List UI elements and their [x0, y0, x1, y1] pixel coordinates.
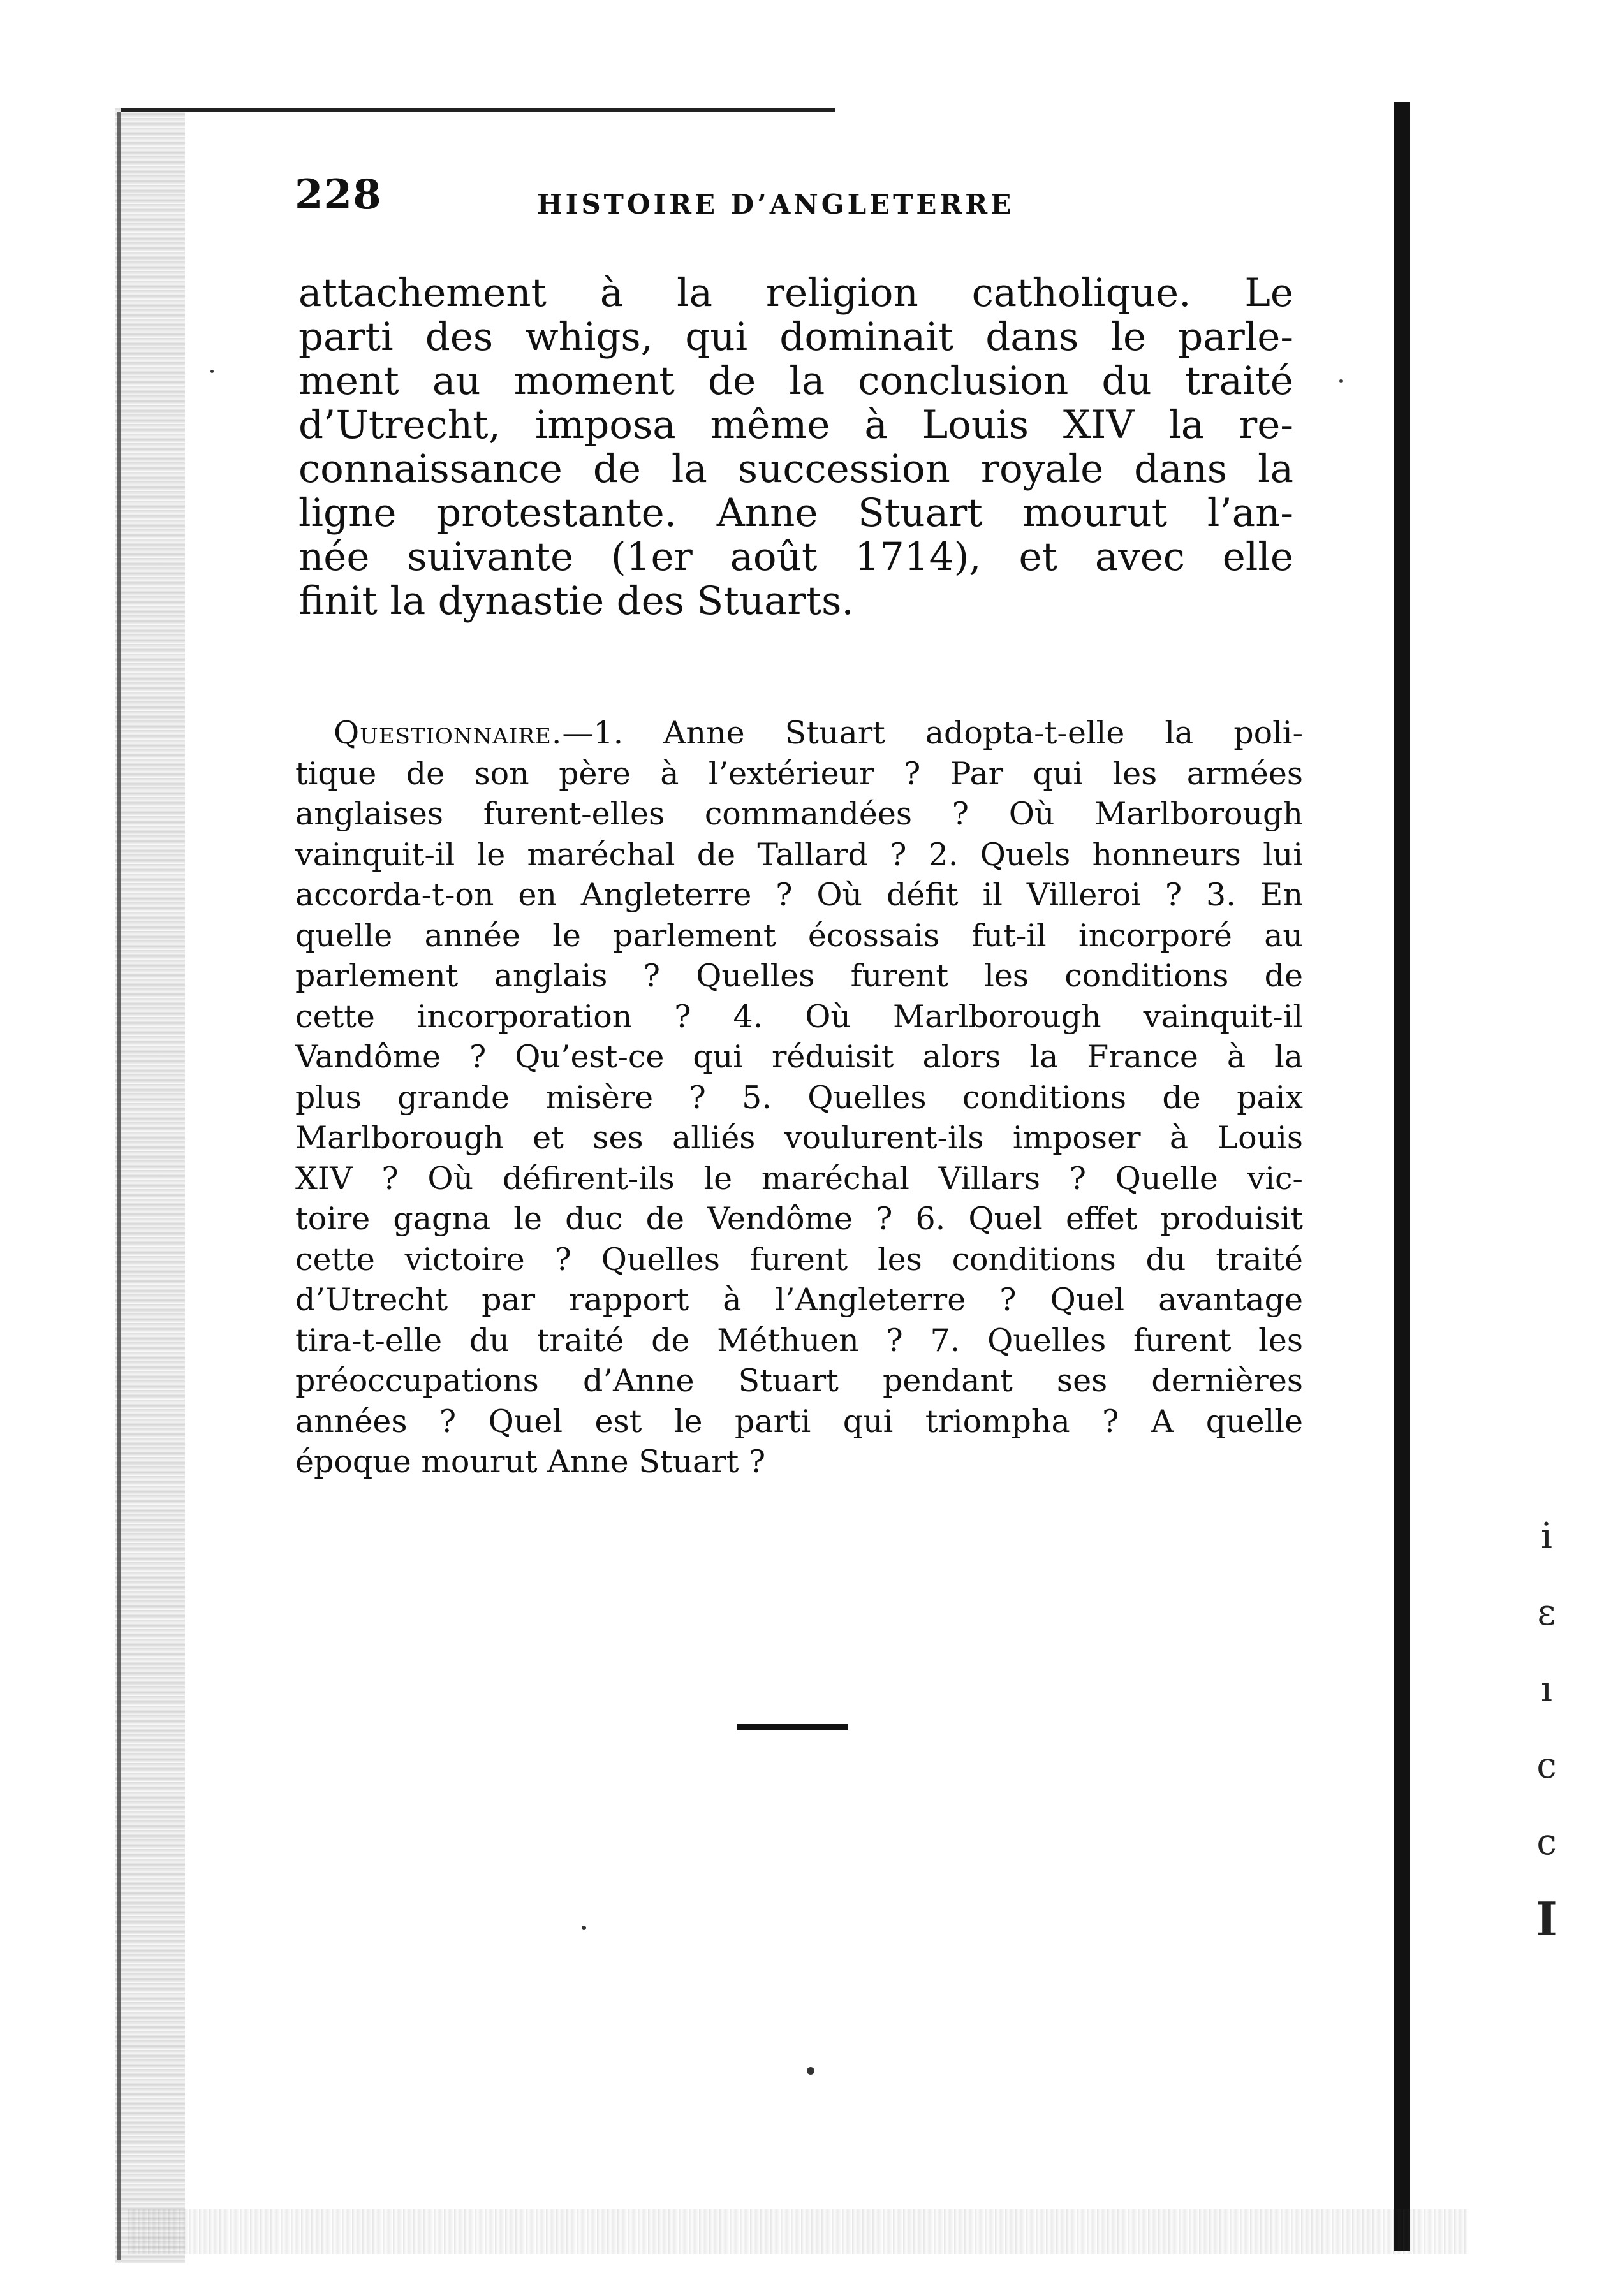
- questionnaire-line: cette victoire ? Quelles furent les conditions du traité: [295, 1241, 1303, 1278]
- questionnaire-line: préoccupations d’Anne Stuart pendant ses dernières: [295, 1363, 1303, 1399]
- top-page-edge: [121, 108, 835, 112]
- main-line: connaissance de la succession royale dans la: [298, 446, 1293, 492]
- questionnaire-line: toire gagna le duc de Vendôme ? 6. Quel effet produisit: [295, 1201, 1303, 1237]
- scan-speck: [582, 1926, 586, 1930]
- questionnaire-line: années ? Quel est le parti qui triompha ? A quelle: [295, 1403, 1303, 1440]
- page-number: 228: [295, 171, 382, 219]
- main-paragraph: [298, 271, 1293, 623]
- questionnaire-line: d’Utrecht par rapport à l’Angleterre ? Quel avantage: [295, 1282, 1303, 1318]
- questionnaire-line: accorda-t-on en Angleterre ? Où défit il Villeroi ? 3. En: [295, 877, 1303, 913]
- questionnaire-line: tira-t-elle du traité de Méthuen ? 7. Quelles furent les: [295, 1322, 1303, 1359]
- questionnaire-line: tique de son père à l’extérieur ? Par qui les armées: [295, 755, 1303, 792]
- questionnaire-line: XIV ? Où défirent-ils le maréchal Villars ? Quelle vic-: [295, 1160, 1303, 1197]
- main-line: parti des whigs, qui dominait dans le parle-: [298, 314, 1293, 360]
- bleed-glyph: i: [1541, 1516, 1552, 1557]
- end-of-section-rule: [737, 1724, 848, 1730]
- bleed-glyph: c: [1536, 1745, 1557, 1787]
- main-line: finit la dynastie des Stuarts.: [298, 578, 854, 624]
- main-line: attachement à la religion catholique. Le: [298, 270, 1293, 316]
- questionnaire-heading: Questionnaire.: [334, 715, 563, 751]
- bleed-glyph: I: [1536, 1892, 1557, 1946]
- questionnaire: [295, 713, 1303, 1482]
- scan-speck: [807, 2067, 814, 2075]
- main-line: d’Utrecht, imposa même à Louis XIV la re-: [298, 402, 1293, 448]
- bleed-glyph: ı: [1541, 1669, 1552, 1710]
- adjacent-page-bleed: [1527, 1498, 1566, 1957]
- bleed-glyph: c: [1536, 1822, 1557, 1863]
- main-line: ment au moment de la conclusion du traité: [298, 358, 1293, 404]
- bleed-glyph: ε: [1537, 1592, 1556, 1634]
- running-head: HISTOIRE D’ANGLETERRE: [537, 189, 1015, 220]
- scan-speck: [1339, 379, 1343, 383]
- questionnaire-line: quelle année le parlement écossais fut-il incorporé au: [295, 917, 1303, 954]
- questionnaire-line: plus grande misère ? 5. Quelles conditions de paix: [295, 1079, 1303, 1116]
- questionnaire-line: parlement anglais ? Quelles furent les conditions de: [295, 958, 1303, 994]
- questionnaire-line: Marlborough et ses alliés voulurent-ils imposer à Louis: [295, 1120, 1303, 1156]
- questionnaire-line: cette incorporation ? 4. Où Marlborough vainquit-il: [295, 998, 1303, 1035]
- questionnaire-line: époque mourut Anne Stuart ?: [295, 1444, 766, 1480]
- main-line: ligne protestante. Anne Stuart mourut l’an-: [298, 490, 1293, 536]
- main-line: née suivante (1er août 1714), et avec elle: [298, 534, 1293, 580]
- questionnaire-line-text: —1. Anne Stuart adopta-t-elle la poli-: [562, 715, 1303, 751]
- questionnaire-line: Vandôme ? Qu’est-ce qui réduisit alors la France à la: [295, 1039, 1303, 1075]
- scan-binding-shadow: [115, 108, 185, 2263]
- questionnaire-line: [295, 713, 1303, 754]
- page-gutter-bar: [1394, 102, 1410, 2251]
- questionnaire-line: anglaises furent-elles commandées ? Où Marlborough: [295, 796, 1303, 832]
- scan-speck: [210, 370, 214, 373]
- questionnaire-line: vainquit-il le maréchal de Tallard ? 2. Quels honneurs lui: [295, 836, 1303, 873]
- scan-bottom-noise: [128, 2209, 1467, 2254]
- scan-binding-edge: [117, 112, 121, 2260]
